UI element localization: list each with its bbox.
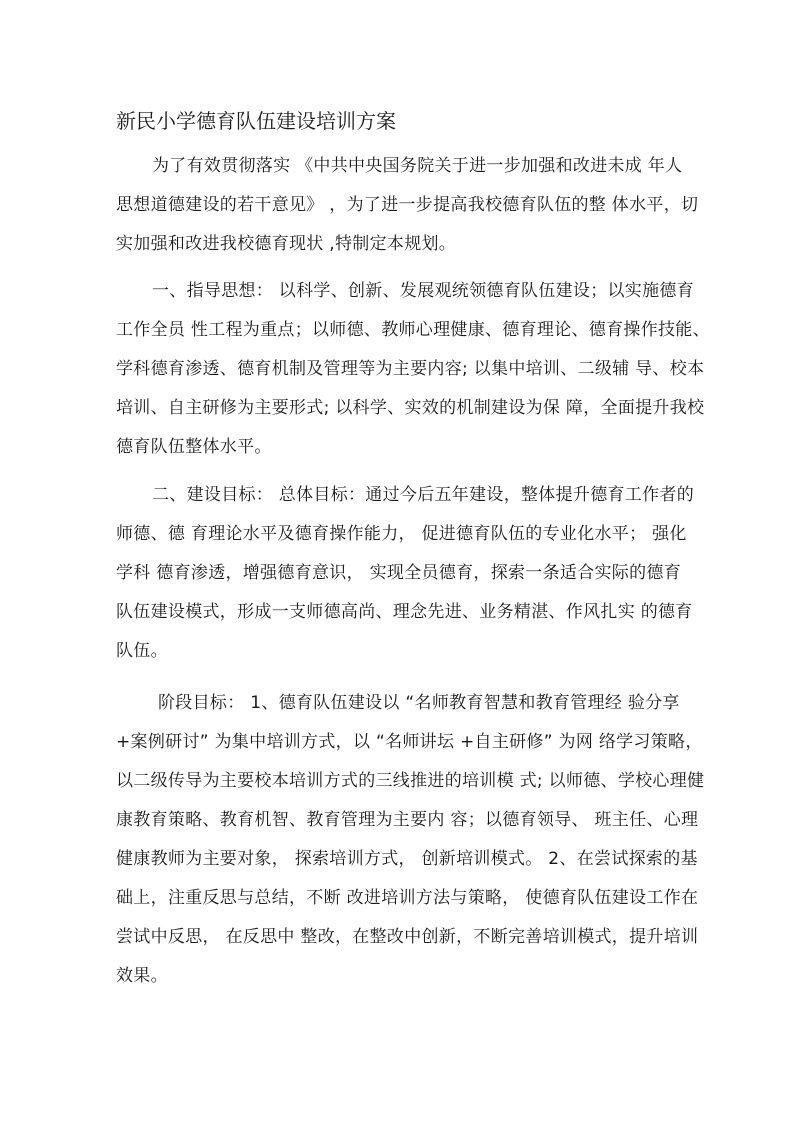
paragraph-construction-goals — [116, 476, 696, 671]
text-line: +案例研讨” 为集中培训方式，以 “名师讲坛 +自主研修” 为网 络学习策略， — [116, 732, 703, 752]
text-line: 学科 德育渗透，增强德育意识， 实现全员德育，探索一条适合实际的德育 — [116, 563, 682, 583]
text-line: 础上，注重反思与总结，不断 改进培训方法与策略， 使德育队伍建设工作在 — [116, 888, 699, 908]
text-line: 队伍。 — [116, 641, 168, 661]
text-line: 尝试中反思， 在反思中 整改，在整改中创新，不断完善培训模式，提升培训 — [116, 927, 699, 947]
text-line: 学科德育渗透、德育机制及管理等为主要内容; 以集中培训、二级辅 导、校本 — [116, 359, 705, 379]
text-line: 师德、德 育理论水平及德育操作能力， 促进德育队伍的专业化水平； 强化 — [116, 524, 687, 544]
text-line: 培训、自主研修为主要形式; 以科学、实效的机制建设为保 障，全面提升我校 — [116, 398, 705, 418]
text-line: 德育队伍整体水平。 — [116, 437, 272, 457]
text-line: 以二级传导为主要校本培训方式的三线推进的培训模 式; 以师德、学校心理健 — [116, 771, 705, 791]
paragraph-guiding-ideology — [116, 272, 710, 467]
text-line: 健康教师为主要对象， 探索培训方式， 创新培训模式。 2、在尝试探索的基 — [116, 849, 698, 869]
text-line: 工作全员 性工程为重点；以师德、教师心理健康、德育理论、德育操作技能、 — [116, 320, 710, 340]
text-line: 队伍建设模式，形成一支师德高尚、理念先进、业务精湛、作风扎实 的德育 — [116, 602, 693, 622]
text-line: 阶段目标： 1、德育队伍建设以 “名师教育智慧和教育管理经 验分享 — [158, 693, 680, 713]
text-line: 实加强和改进我校德育现状 ,特制定本规划。 — [116, 234, 457, 254]
document-title: 新民小学德育队伍建设培训方案 — [116, 109, 396, 133]
text-line: 为了有效贯彻落实 《中共中央国务院关于进一步加强和改进未成 年人 — [152, 156, 683, 176]
text-line: 一、指导思想： 以科学、创新、发展观统领德育队伍建设；以实施德育 — [152, 281, 695, 301]
paragraph-intro — [116, 147, 699, 264]
text-line: 思想道德建设的若干意见》 ，为了进一步提高我校德育队伍的整 体水平，切 — [116, 195, 699, 215]
text-line: 二、建设目标： 总体目标：通过今后五年建设，整体提升德育工作者的 — [152, 485, 695, 505]
paragraph-stage-goals — [116, 684, 705, 996]
text-line: 效果。 — [116, 966, 168, 986]
text-line: 康教育策略、教育机智、教育管理为主要内 容；以德育领导、 班主任、心理 — [116, 810, 699, 830]
